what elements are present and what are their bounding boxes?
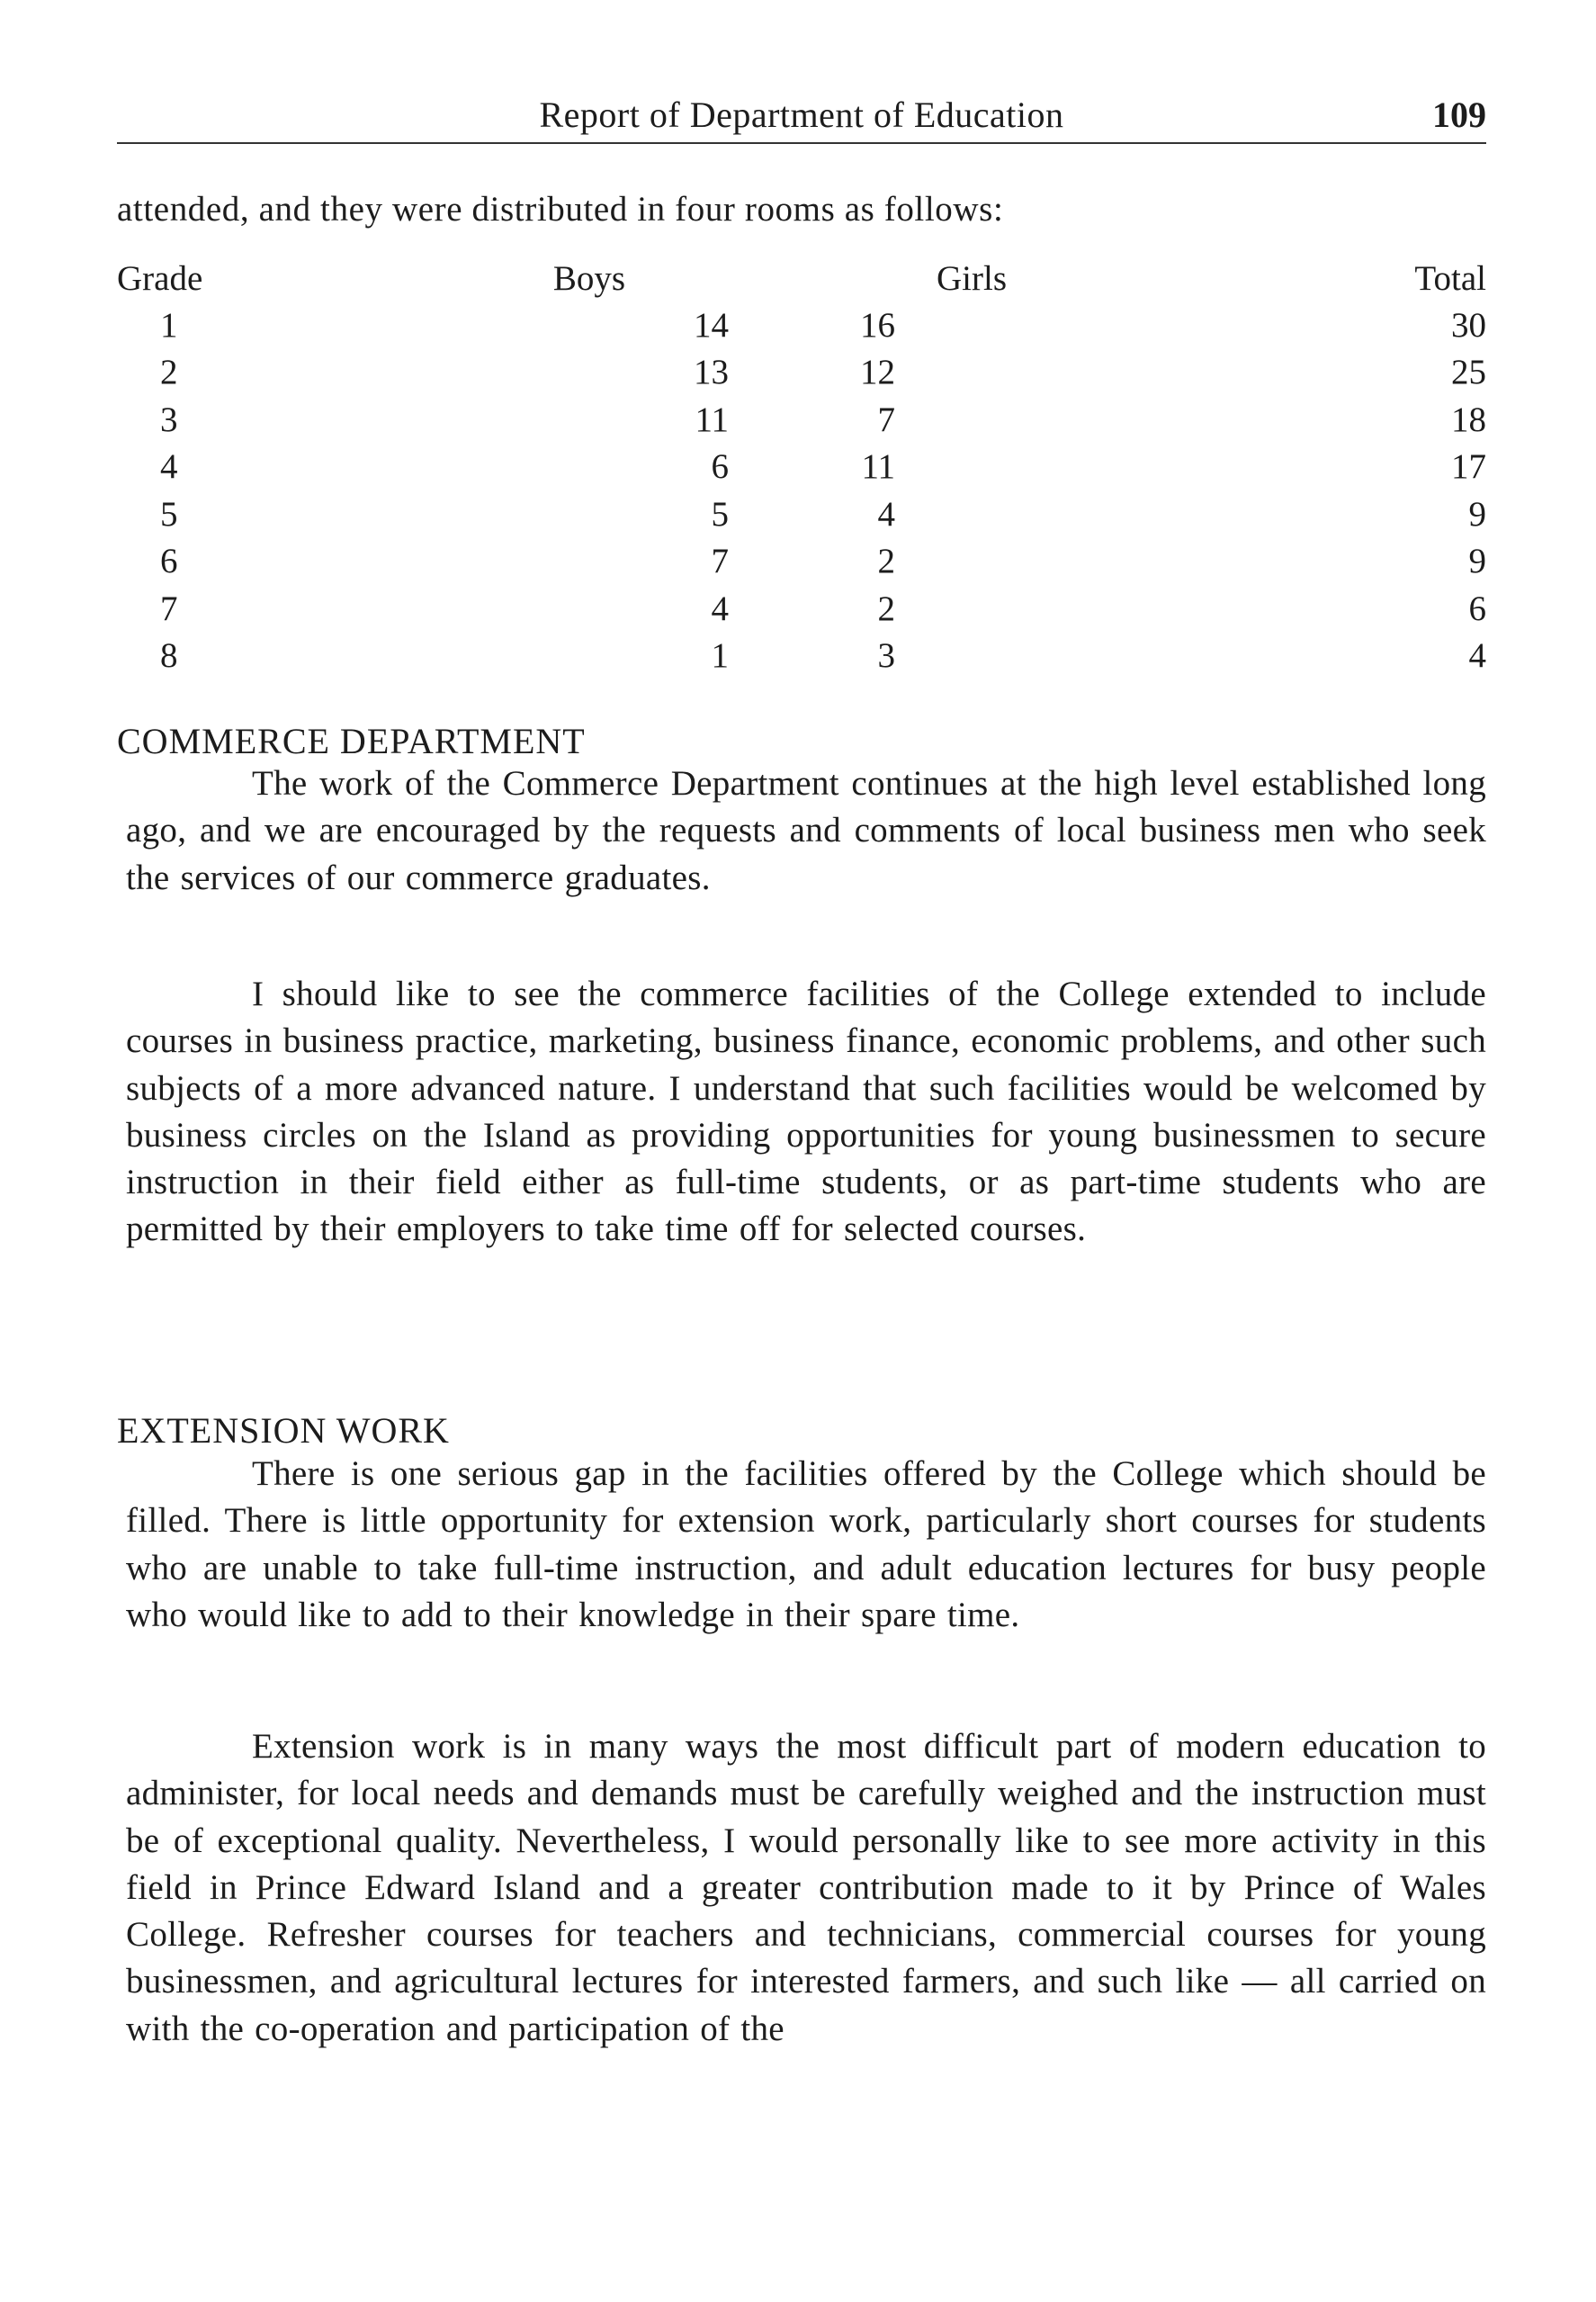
girls-cell: 4 [877,494,895,534]
girls-cell: 12 [860,353,895,392]
header-boys: Boys [552,258,626,298]
grade-cell: 7 [160,589,178,628]
total-cell: 9 [1468,542,1486,581]
total-cell: 6 [1468,589,1486,628]
boys-cell: 11 [695,400,729,439]
intro-sentence: attended, and they were distributed in four rooms as follows: [117,190,1004,229]
total-cell: 9 [1468,494,1486,534]
commerce-heading: COMMERCE DEPARTMENT [117,721,586,761]
enrollment-table [117,255,1486,679]
table-body [117,301,1486,679]
running-header [117,88,1486,144]
header-girls: Girls [937,258,1007,298]
running-title: Report of Department of Education [539,94,1064,135]
commerce-paragraph-1: The work of the Commerce Department continues at the high level established long ago, and we are encouraged by the requests and comments of local business men who seek the services of our commerce graduates. [126,764,1486,897]
commerce-paragraph-2: I should like to see the commerce facilities of the College extended to include courses in business practice, marketing, business finance, economic problems, and other such subjects of a more advanced nature. I understand that such facilities would be welcomed by business circles on the Island as providing opportunities for young businessmen to secure instruction in their field either as full-time students, or as part-time students who are permitted by their employers to take time off for selected courses. [126,975,1486,1249]
table-row [117,349,1486,397]
header-grade: Grade [117,258,203,298]
total-cell: 30 [1451,305,1486,345]
total-cell: 17 [1451,447,1486,487]
grade-cell: 3 [160,400,178,439]
grade-cell: 5 [160,494,178,534]
extension-paragraph-2: Extension work is in many ways the most difficult part of modern education to administer, for local needs and demands must be carefully weighed and the instruction must be of exceptional quality. Nevertheless, I would personally like to see more activity in this field in Prince Edward Island and a greater contribution made to it by Prince of Wales College. Refresher courses for teachers and technicians, commercial courses for young businessmen, and agricultural lectures for interested farmers, and such like — all carried on with the co-operation and participation of the [126,1727,1486,2048]
boys-cell: 13 [694,353,729,392]
boys-cell: 5 [711,494,729,534]
grade-cell: 1 [160,305,178,345]
table-row [117,633,1486,680]
table-row [117,396,1486,444]
total-cell: 4 [1468,636,1486,676]
header-total: Total [1414,258,1486,298]
total-cell: 25 [1451,353,1486,392]
boys-cell: 4 [711,589,729,628]
page-number: 109 [1432,94,1486,135]
boys-cell: 6 [711,447,729,487]
girls-cell: 16 [860,305,895,345]
table-row [117,585,1486,633]
grade-cell: 6 [160,542,178,581]
girls-cell: 2 [877,589,895,628]
girls-cell: 3 [877,636,895,676]
table-row [117,490,1486,538]
grade-cell: 4 [160,447,178,487]
table-row [117,538,1486,586]
extension-paragraph-1: There is one serious gap in the facilities offered by the College which should be filled. There is little opportunity for extension work, particularly short courses for students who are unable to take full-time instruction, and adult education lectures for busy people who would like to add to their knowledge in their spare time. [126,1454,1486,1634]
total-cell: 18 [1451,400,1486,439]
boys-cell: 7 [711,542,729,581]
table-row [117,301,1486,349]
boys-cell: 1 [711,636,729,676]
girls-cell: 2 [877,542,895,581]
table-row [117,444,1486,491]
girls-cell: 11 [861,447,895,487]
extension-heading: EXTENSION WORK [117,1410,450,1451]
girls-cell: 7 [877,400,895,439]
grade-cell: 8 [160,636,178,676]
boys-cell: 14 [694,305,729,345]
table-header-row [117,255,1486,301]
grade-cell: 2 [160,353,178,392]
